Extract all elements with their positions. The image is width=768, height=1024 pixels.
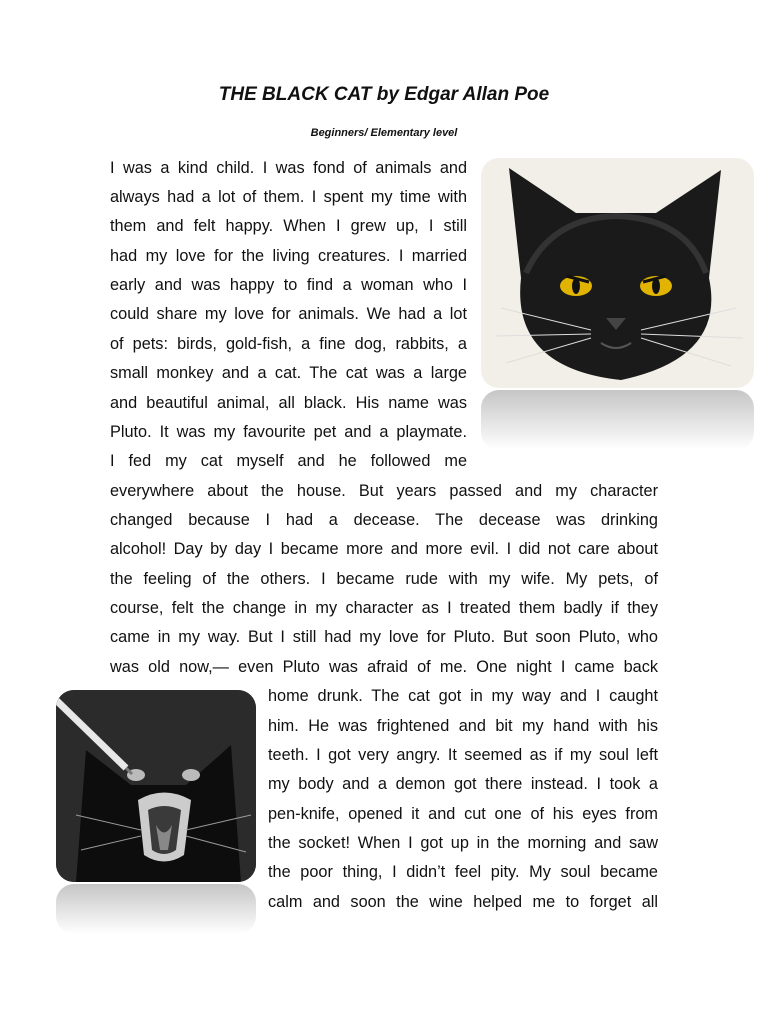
document-title: THE BLACK CAT by Edgar Allan Poe (218, 84, 550, 105)
black-cat-drawing (481, 158, 754, 388)
text-line-11: I fed my cat myself and he followed me (110, 452, 467, 470)
document-subtitle: Beginners/ Elementary level (310, 127, 458, 139)
text-line-12: everywhere about the house. But years passed and my character (110, 482, 658, 500)
screaming-cat-reflection (56, 884, 256, 934)
text-line-6: could share my love for animals. We had a lot (110, 305, 467, 323)
text-line-8: small monkey and a cat. The cat was a large (110, 364, 467, 382)
text-line-16: course, felt the change in my character as I treated them badly if they (110, 599, 658, 617)
text-line-25: the poor thing, I didn’t feel pity. My soul became (268, 863, 658, 881)
text-line-2: always had a lot of them. I spent my time with (110, 188, 467, 206)
text-line-3: them and felt happy. When I grew up, I still (110, 217, 467, 235)
text-line-10: Pluto. It was my favourite pet and a playmate. (110, 423, 467, 441)
text-line-15: the feeling of the others. I became rude with my wife. My pets, of (110, 570, 658, 588)
text-line-18: was old now,— even Pluto was afraid of me. One night I came back (110, 658, 658, 676)
text-line-23: pen-knife, opened it and cut one of his eyes from (268, 805, 658, 823)
text-line-13: changed because I had a decease. The decease was drinking (110, 511, 658, 529)
cat-image-reflection (481, 390, 754, 450)
text-line-26: calm and soon the wine helped me to forget all (268, 893, 658, 911)
text-line-22: my body and a demon got there instead. I took a (268, 775, 658, 793)
text-line-24: the socket! When I got up in the morning and saw (268, 834, 658, 852)
text-line-9: and beautiful animal, all black. His name was (110, 394, 467, 412)
text-line-17: came in my way. But I still had my love for Pluto. But soon Pluto, who (110, 628, 658, 646)
text-line-5: early and was happy to find a woman who I (110, 276, 467, 294)
text-line-4: had my love for the living creatures. I married (110, 247, 467, 265)
screaming-cat-illustration (56, 690, 256, 882)
text-line-1: I was a kind child. I was fond of animals and (110, 159, 467, 177)
text-line-20: him. He was frightened and bit my hand with his (268, 717, 658, 735)
text-line-14: alcohol! Day by day I became more and more evil. I did not care about (110, 540, 658, 558)
text-line-21: teeth. I got very angry. It seemed as if my soul left (268, 746, 658, 764)
screaming-cat-drawing (56, 690, 256, 882)
black-cat-illustration (481, 158, 754, 388)
text-line-19: home drunk. The cat got in my way and I caught (268, 687, 658, 705)
text-line-7: of pets: birds, gold-fish, a fine dog, rabbits, a (110, 335, 467, 353)
